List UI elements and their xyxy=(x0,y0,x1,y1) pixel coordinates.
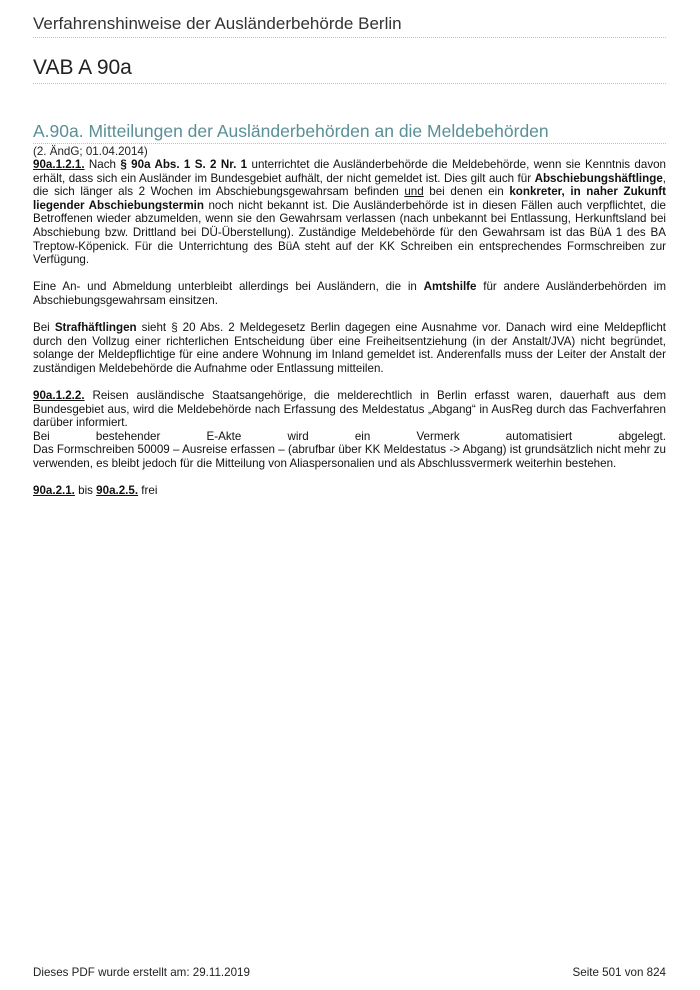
bold-text: § 90a Abs. 1 S. 2 Nr. 1 xyxy=(120,158,248,171)
footer-created-date: Dieses PDF wurde erstellt am: 29.11.2019 xyxy=(33,966,250,979)
text: Nach xyxy=(84,158,121,171)
paragraph-strafhaeftlinge xyxy=(33,321,666,375)
text: bei denen ein xyxy=(423,185,510,199)
text: frei xyxy=(138,484,158,498)
bold-text: Strafhäftlingen xyxy=(54,321,137,335)
text: Reisen ausländische Staatsangehörige, die melderechtlich in Berlin erfasst waren, dauerhaft aus dem Bundesgebiet aus, wird die Meldebehörde nach Erfassung des Meldestatus „Abgang“ in AusReg durch das Fachverfahren darüber informiert. xyxy=(33,389,666,430)
paragraph-amtshilfe xyxy=(33,280,666,307)
bold-text: konkreter, in naher Zukunft liegender Abschiebungstermin xyxy=(33,185,666,212)
paragraph-90a-1-2-1 xyxy=(33,158,666,267)
text: Bei xyxy=(33,321,55,335)
text: Das Formschreiben 50009 – Ausreise erfassen – (abrufbar über KK Meldestatus -> Abgang) ist grundsätzlich nicht mehr zu verwenden, es bleibt jedoch für die Mitteilung von Aliaspersonalien und als Abschlussvermerk weiterhin bestehen. xyxy=(33,443,666,471)
paragraph-90a-2 xyxy=(33,484,666,498)
text: noch nicht bekannt ist. Die Ausländerbehörde ist in diesen Fällen auch verpflichtet, die Betroffenen wieder abzumelden, wenn sie den Gewahrsam verlassen (nach unbekannt bei Entlassung, Herkunftsland bei Abschiebung bzw. Drittland bei DÜ-Überstellung). Zuständige Meldebehörde für den Gewahrsam ist das BüA 1 des BA Treptow-Köpenick. Für die Unterrichtung des BüA steht auf der KK Schreiben ein entsprechendes Formschreiben zur Verfügung. xyxy=(33,198,666,267)
paragraph-90a-1-2-2 xyxy=(33,389,666,471)
underlined-text: und xyxy=(404,185,424,199)
section-ref: 90a.2.5. xyxy=(96,484,139,498)
text: bis xyxy=(74,484,97,498)
document-title: VAB A 90a xyxy=(33,56,666,84)
text: Eine An- und Abmeldung unterbleibt allerdings bei Ausländern, die in xyxy=(33,280,424,294)
header-title: Verfahrenshinweise der Ausländerbehörde Berlin xyxy=(33,14,666,38)
bold-text: Abschiebungshäftlinge xyxy=(534,171,663,185)
text: , die sich länger als 2 Wochen im Abschiebungsgewahrsam befinden xyxy=(33,171,666,199)
section-ref: 90a.2.1. xyxy=(33,484,75,498)
text-line-e-akte: Bei bestehender E-Akte wird ein Vermerk automatisiert abgelegt. xyxy=(33,429,666,443)
section-title: A.90a. Mitteilungen der Ausländerbehörden an die Meldebehörden xyxy=(33,121,666,144)
footer-page-number: Seite 501 von 824 xyxy=(572,966,666,979)
section-ref: 90a.1.2.2. xyxy=(33,389,85,403)
section-ref: 90a.1.2.1. xyxy=(33,158,85,171)
document-body xyxy=(33,158,666,511)
text: sieht § 20 Abs. 2 Meldegesetz Berlin dagegen eine Ausnahme vor. Danach wird eine Meldepflicht durch den Vollzug einer richterlichen Entscheidung über eine Freiheitsentziehung (in der Anstalt/JVA) nicht begründet, solange der Meldepflichtige für eine andere Wohnung im Inland gemeldet ist. Anderenfalls muss der Leiter der Anstalt der zuständigen Meldebehörde die Aufnahme oder Entlassung mitteilen. xyxy=(33,321,666,375)
bold-text: Amtshilfe xyxy=(423,280,477,294)
text: unterrichtet die Ausländerbehörde die Meldebehörde, wenn sie Kenntnis davon erhält, dass sich ein Ausländer im Bundesgebiet aufhält, der nicht gemeldet ist. Dies gilt auch für xyxy=(33,158,667,185)
section-meta: (2. ÄndG; 01.04.2014) xyxy=(33,145,148,158)
text: für andere Ausländerbehörden im Abschiebungsgewahrsam einsitzen. xyxy=(33,280,666,307)
